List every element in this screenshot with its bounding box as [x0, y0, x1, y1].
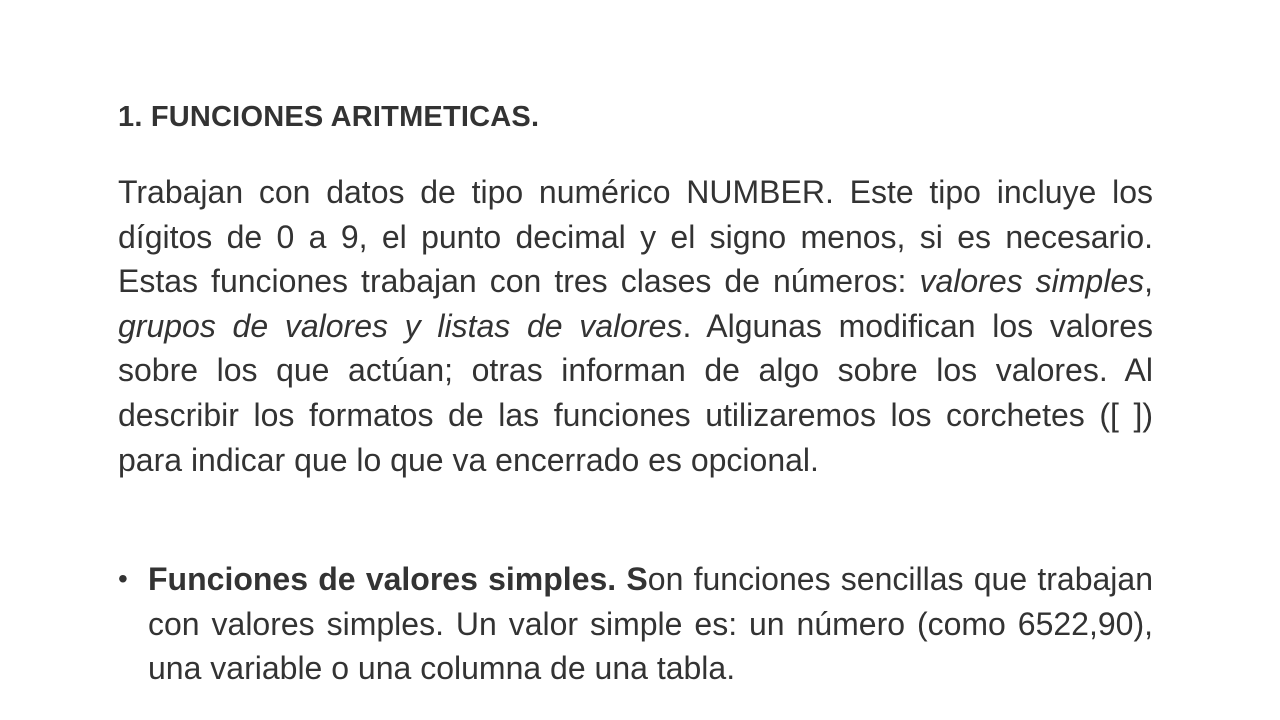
bullet-item	[118, 557, 1153, 691]
slide-heading: 1. FUNCIONES ARITMETICAS.	[118, 101, 540, 133]
italic-term: valores simples	[919, 263, 1145, 300]
paragraph-separator: ,	[1144, 263, 1154, 300]
italic-term: grupos de valores y listas de valores	[118, 307, 683, 344]
body-paragraph	[118, 170, 1153, 482]
paragraph-text: . Algunas modifican los valores sobre los que actúan; otras informan de algo sobre los valores. Al describir los formatos de las funciones utilizaremos los corchetes ([ ]) para indicar que lo que va encerrado es opcional.	[118, 307, 1154, 478]
bullet-icon: •	[118, 563, 128, 594]
bullet-bold-lead: Funciones de valores simples. S	[148, 561, 648, 597]
bullet-text: on funciones sencillas que trabajan con valores simples. Un valor simple es: un número (como 6522,90), una variable o una columna de una tabla.	[148, 561, 1154, 687]
bullet-list	[118, 557, 1153, 691]
paragraph-text: Trabajan con datos de tipo numérico NUMBER. Este tipo incluye los dígitos de 0 a 9, el punto decimal y el signo menos, si es necesario. Estas funciones trabajan con tres clases de números:	[118, 174, 1153, 300]
